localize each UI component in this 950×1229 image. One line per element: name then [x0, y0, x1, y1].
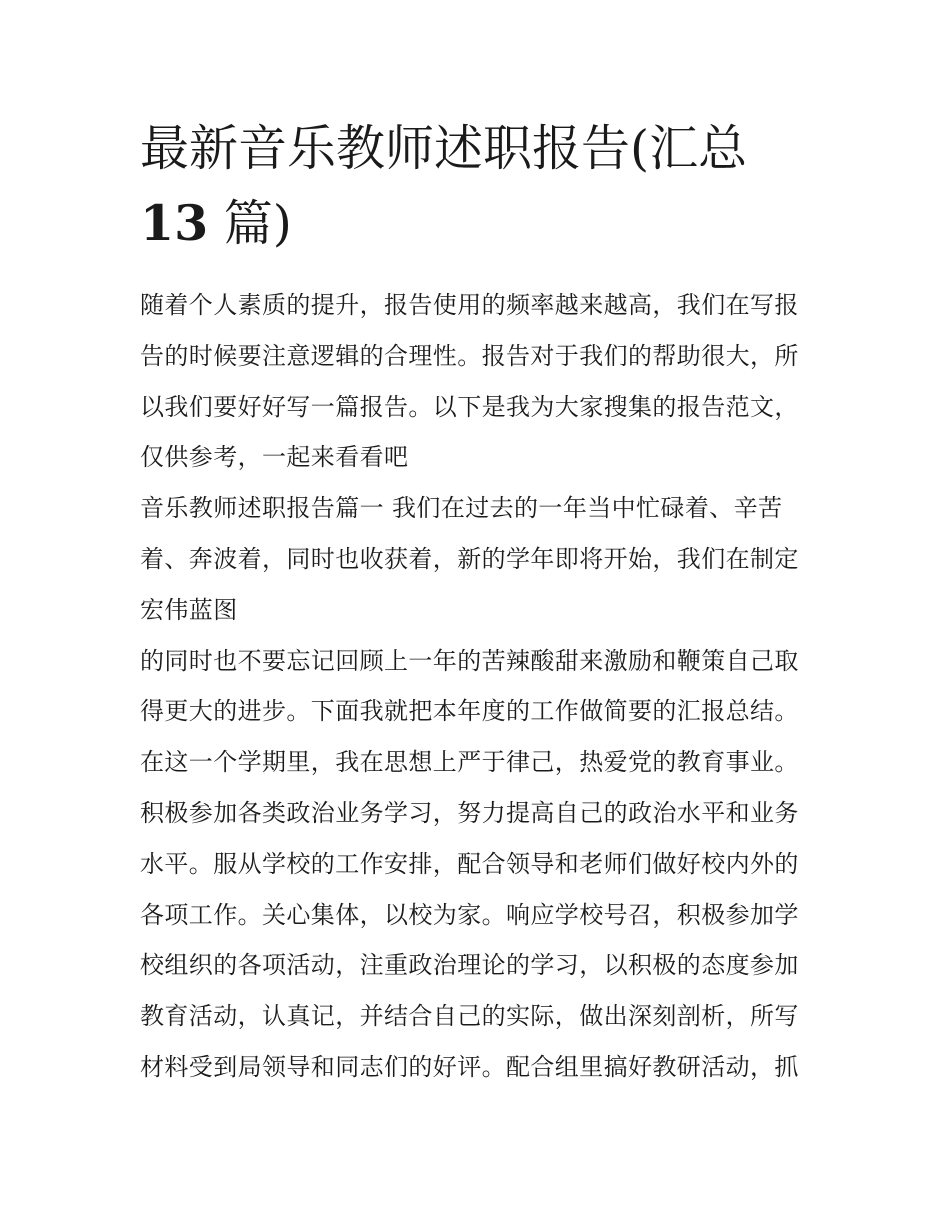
- title-line-1: 最新音乐教师述职报告(汇总: [140, 120, 748, 177]
- document-body: [140, 280, 820, 1093]
- body-line: 仅供参考，一起来看看吧: [140, 443, 409, 472]
- title-count: 13: [140, 194, 209, 252]
- body-line: 得更大的进步。下面我就把本年度的工作做简要的汇报总结。: [140, 697, 799, 726]
- body-line: 着、奔波着，同时也收获着，新的学年即将开始，我们在制定: [140, 544, 799, 573]
- body-line: 教育活动，认真记，并结合自己的实际，做出深刻剖析，所写: [140, 1002, 799, 1031]
- body-line: 积极参加各类政治业务学习，努力提高自己的政治水平和业务: [140, 798, 799, 827]
- body-line: 材料受到局领导和同志们的好评。配合组里搞好教研活动，抓: [140, 1052, 799, 1081]
- body-line: 宏伟蓝图: [140, 595, 238, 624]
- body-line: 水平。服从学校的工作安排，配合领导和老师们做好校内外的: [140, 849, 799, 878]
- body-line: 随着个人素质的提升，报告使用的频率越来越高，我们在写报: [140, 291, 799, 319]
- body-line: 以我们要好好写一篇报告。以下是我为大家搜集的报告范文，: [140, 392, 799, 421]
- title-line-2: [140, 186, 820, 261]
- body-line: 校组织的各项活动，注重政治理论的学习，以积极的态度参加: [140, 951, 799, 980]
- body-line: 的同时也不要忘记回顾上一年的苦辣酸甜来激励和鞭策自己取: [140, 646, 799, 675]
- document-title: [140, 112, 820, 261]
- body-line: 音乐教师述职报告篇一 我们在过去的一年当中忙碌着、辛苦: [140, 494, 783, 523]
- body-line: 各项工作。关心集体，以校为家。响应学校号召，积极参加学: [140, 900, 799, 929]
- body-line: 告的时候要注意逻辑的合理性。报告对于我们的帮助很大，所: [140, 341, 799, 370]
- title-suffix: 篇): [208, 195, 292, 252]
- body-line: 在这一个学期里，我在思想上严于律己，热爱党的教育事业。: [140, 748, 799, 777]
